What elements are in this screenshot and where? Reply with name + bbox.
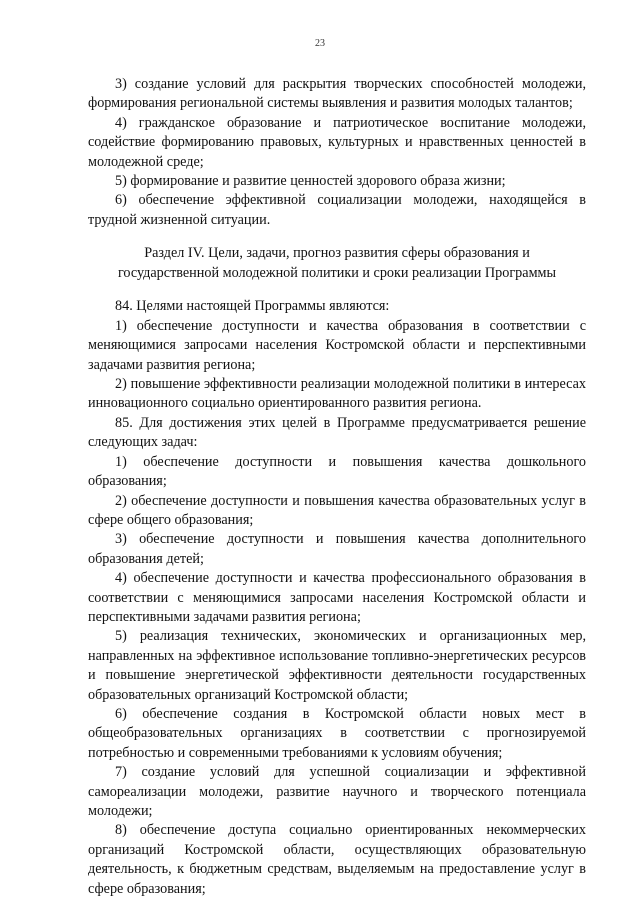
- section-heading-line: государственной молодежной политики и сроки реализации Программы: [117, 264, 557, 281]
- paragraph: 5) реализация технических, экономических и организационных мер, направленных на эффективное использование топливно-энергетических ресурсов и повышение энергетической эффективности деятельности государственных образовательных организаций Костромской области;: [88, 628, 586, 703]
- document-body: [88, 75, 586, 899]
- paragraph: 5) формирование и развитие ценностей здорового образа жизни;: [115, 173, 506, 190]
- paragraph: 2) повышение эффективности реализации молодежной политики в интересах инновационного социально ориентированного развития региона.: [88, 376, 586, 412]
- paragraph: 8) обеспечение доступа социально ориентированных некоммерческих организаций Костромской области, осуществляющих образовательную деятельность, к бюджетным средствам, выделяемым на предоставление услуг в сфере образования;: [88, 822, 586, 897]
- paragraph: 1) обеспечение доступности и повышения качества дошкольного образования;: [88, 453, 586, 490]
- page-number: 23: [315, 38, 325, 49]
- goals-list: [88, 297, 586, 899]
- paragraph: 84. Целями настоящей Программы являются:: [115, 298, 390, 315]
- paragraph: 3) создание условий для раскрытия творческих способностей молодежи, формирования региональной системы выявления и развития молодых талантов;: [88, 76, 586, 112]
- intro-list: [88, 75, 586, 230]
- paragraph: 6) обеспечение создания в Костромской области новых мест в общеобразовательных организациях в соответствии с прогнозируемой потребностью и современными требованиями к условиям обучения;: [88, 705, 586, 761]
- paragraph: 4) гражданское образование и патриотическое воспитание молодежи, содействие формированию правовых, культурных и нравственных ценностей в молодежной среде;: [88, 114, 586, 170]
- section-heading-line: Раздел IV. Цели, задачи, прогноз развития сферы образования и: [144, 245, 530, 262]
- paragraph: 3) обеспечение доступности и повышения качества дополнительного образования детей;: [88, 531, 586, 567]
- paragraph: 1) обеспечение доступности и качества образования в соответствии с меняющимися запросами населения Костромской области и перспективными задачами развития региона;: [88, 317, 586, 373]
- paragraph: 6) обеспечение эффективной социализации молодежи, находящейся в трудной жизненной ситуации.: [88, 192, 586, 228]
- paragraph: 2) обеспечение доступности и повышения качества образовательных услуг в сфере общего образования;: [88, 492, 586, 528]
- paragraph: 7) создание условий для успешной социализации и эффективной самореализации молодежи, развитие научного и творческого потенциала молодежи;: [88, 764, 586, 819]
- paragraph: 85. Для достижения этих целей в Программе предусматривается решение следующих задач:: [88, 414, 586, 451]
- paragraph: 4) обеспечение доступности и качества профессионального образования в соответствии с меняющимися запросами населения Костромской области и перспективными задачами развития региона;: [88, 570, 586, 625]
- section-heading: [88, 244, 586, 283]
